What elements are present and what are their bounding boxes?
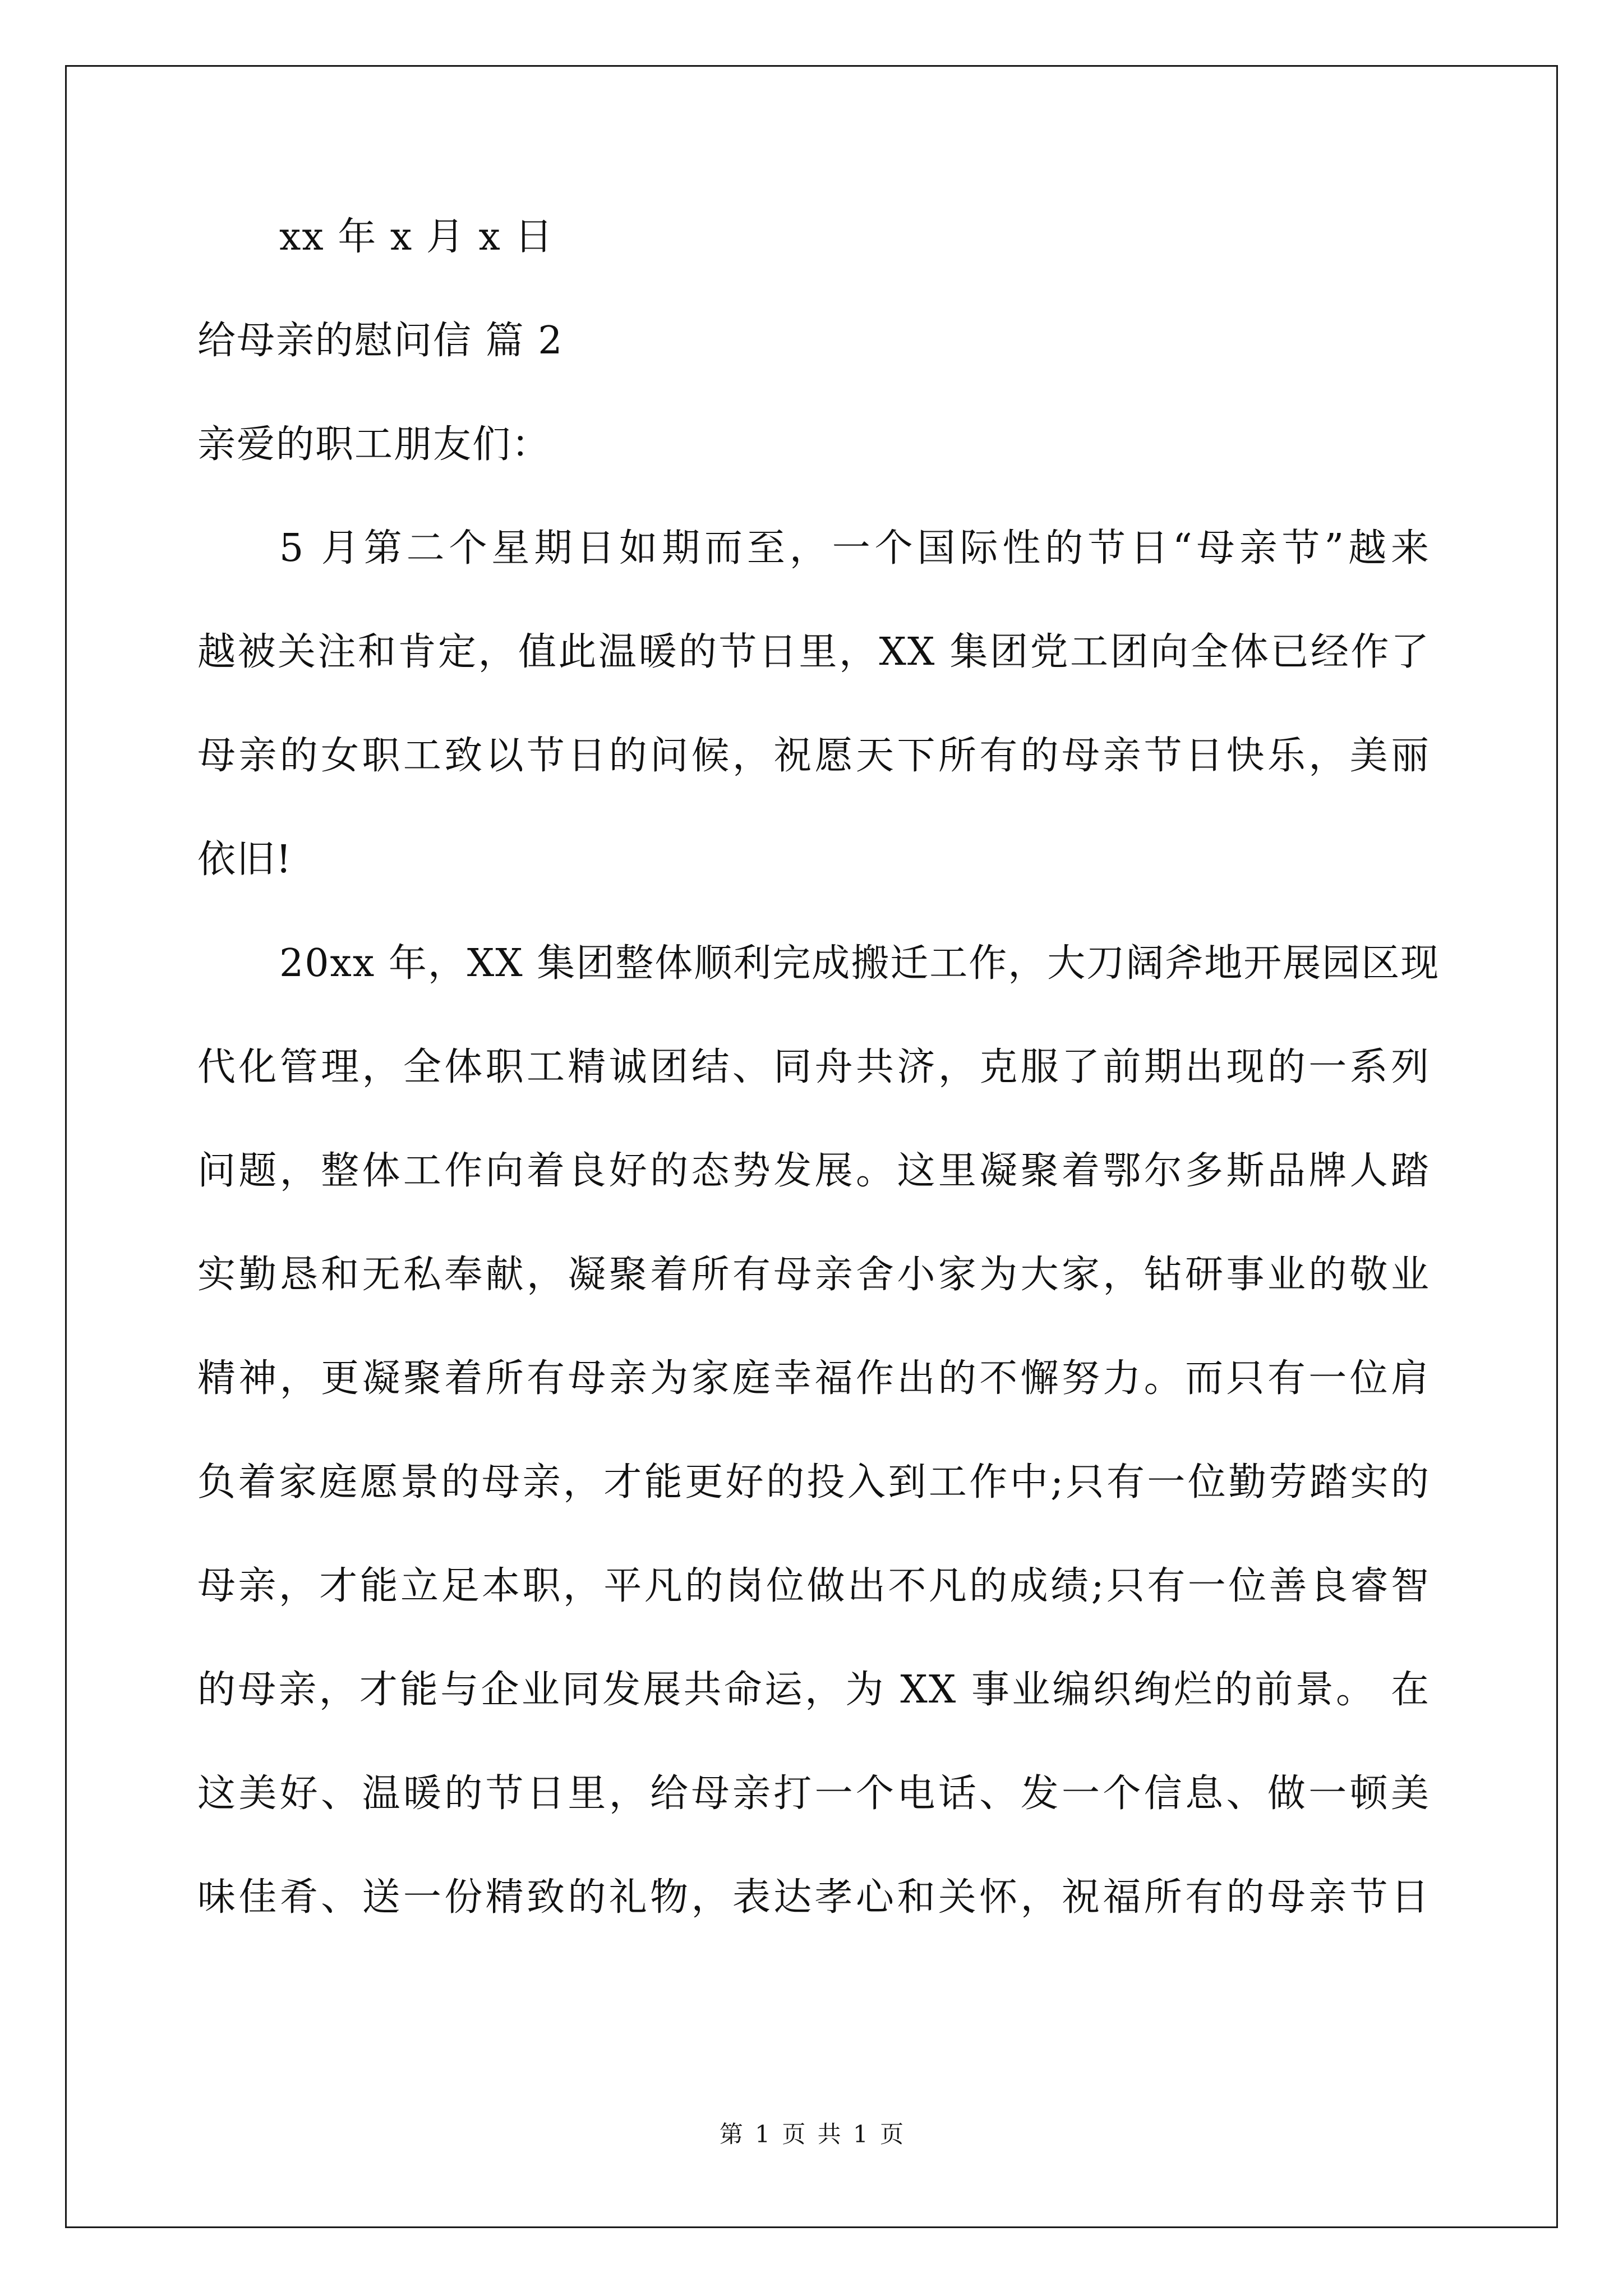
paragraph-line: 母亲的女职工致以节日的问候，祝愿天下所有的母亲节日快乐，美丽 [197,734,1430,778]
paragraph-line: 代化管理，全体职工精诚团结、同舟共济，克服了前期出现的一系列 [197,1045,1430,1089]
paragraph-line: 5 月第二个星期日如期而至，一个国际性的节日“母亲节”越来 [279,526,1430,570]
date-line: xx 年 x 月 x 日 [279,215,554,259]
paragraph-line: 依旧! [197,838,293,882]
paragraph-line: 问题，整体工作向着良好的态势发展。这里凝聚着鄂尔多斯品牌人踏 [197,1149,1430,1193]
paragraph-line: 实勤恳和无私奉献，凝聚着所有母亲舍小家为大家，钻研事业的敬业 [197,1253,1430,1297]
page-number-footer: 第 1 页 共 1 页 [719,2120,904,2148]
letter-heading: 给母亲的慰问信 篇 2 [197,319,564,363]
paragraph-line: 味佳肴、送一份精致的礼物，表达孝心和关怀，祝福所有的母亲节日 [197,1875,1430,1920]
paragraph-line: 精神，更凝聚着所有母亲为家庭幸福作出的不懈努力。而只有一位肩 [197,1356,1430,1401]
paragraph-line: 越被关注和肯定，值此温暖的节日里，XX 集团党工团向全体已经作了 [197,630,1430,674]
paragraph-line: 这美好、温暖的节日里，给母亲打一个电话、发一个信息、做一顿美 [197,1772,1430,1816]
paragraph-line: 母亲，才能立足本职，平凡的岗位做出不凡的成绩;只有一位善良睿智 [197,1564,1430,1608]
paragraph-line: 的母亲，才能与企业同发展共命运，为 XX 事业编织绚烂的前景。 在 [197,1668,1430,1712]
paragraph-line: 负着家庭愿景的母亲，才能更好的投入到工作中;只有一位勤劳踏实的 [197,1460,1430,1504]
salutation: 亲爱的职工朋友们： [197,422,551,467]
paragraph-line: 20xx 年，XX 集团整体顺利完成搬迁工作，大刀阔斧地开展园区现 [279,941,1440,986]
